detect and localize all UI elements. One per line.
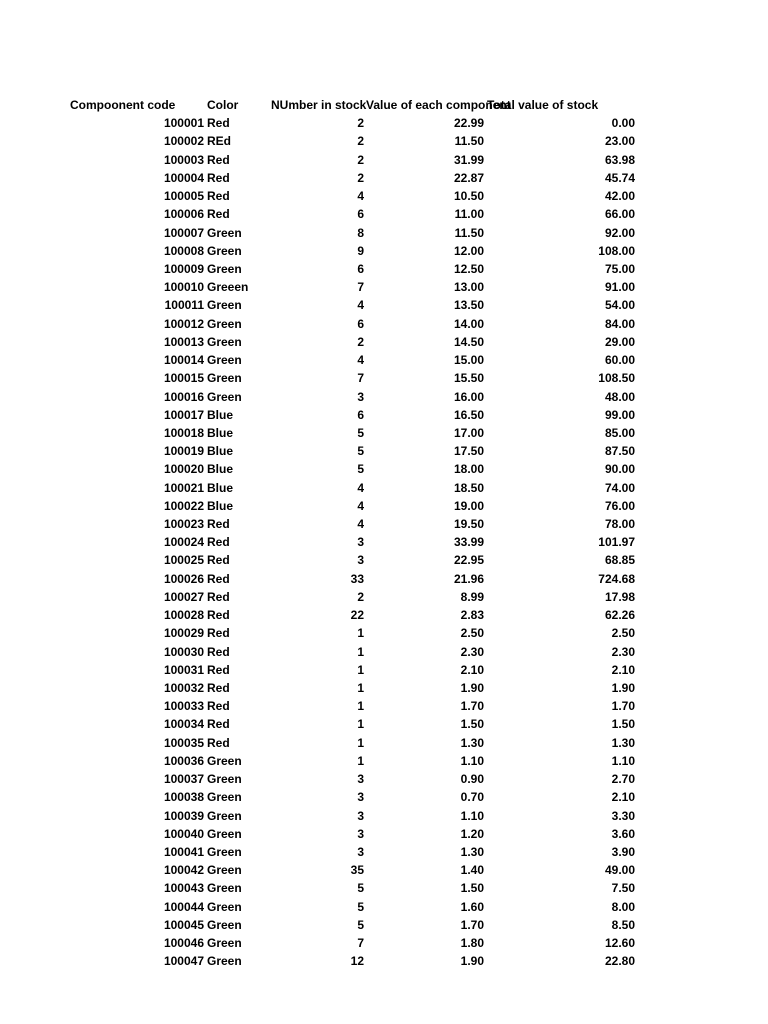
table-row: [0, 752, 768, 770]
table-row: [0, 624, 768, 642]
cell-total-value[interactable]: 7.50: [611, 881, 635, 896]
table-row: [0, 460, 768, 478]
table-row: [0, 132, 768, 150]
header-value-each[interactable]: Value of each component: [366, 98, 511, 112]
cell-total-value[interactable]: 48.00: [604, 389, 635, 404]
table-row: [0, 879, 768, 897]
cell-component-code[interactable]: 100016: [163, 389, 204, 404]
cell-value-each[interactable]: 22.99: [453, 116, 484, 131]
cell-value-each[interactable]: 31.99: [453, 152, 484, 167]
cell-total-value[interactable]: 60.00: [604, 353, 635, 368]
cell-total-value[interactable]: 1.10: [611, 753, 635, 768]
cell-total-value[interactable]: 724.68: [598, 571, 635, 586]
cell-number-in-stock[interactable]: 6: [357, 261, 364, 276]
table-row: [0, 315, 768, 333]
cell-total-value[interactable]: 23.00: [604, 134, 635, 149]
cell-total-value[interactable]: 17.98: [604, 589, 635, 604]
header-color[interactable]: Color: [207, 98, 239, 112]
table-row: [0, 369, 768, 387]
cell-number-in-stock[interactable]: 2: [357, 134, 364, 149]
cell-total-value[interactable]: 87.50: [604, 444, 635, 459]
cell-color[interactable]: Green: [207, 225, 242, 240]
cell-number-in-stock[interactable]: 1: [357, 644, 364, 659]
cell-number-in-stock[interactable]: 1: [357, 717, 364, 732]
cell-number-in-stock[interactable]: 2: [357, 589, 364, 604]
cell-number-in-stock[interactable]: 4: [357, 498, 364, 513]
cell-component-code[interactable]: 100043: [163, 881, 204, 896]
table-row: [0, 224, 768, 242]
cell-value-each[interactable]: 10.50: [453, 189, 484, 204]
table-row: [0, 643, 768, 661]
header-number-in-stock[interactable]: NUmber in stock: [271, 98, 367, 112]
cell-color[interactable]: Green: [207, 954, 242, 969]
cell-component-code[interactable]: 100006: [163, 207, 204, 222]
cell-component-code[interactable]: 100005: [163, 189, 204, 204]
cell-total-value[interactable]: 42.00: [604, 189, 635, 204]
cell-total-value[interactable]: 1.90: [611, 681, 635, 695]
cell-component-code[interactable]: 100024: [163, 535, 204, 550]
cell-total-value[interactable]: 85.00: [604, 425, 635, 440]
table-row: [0, 734, 768, 752]
cell-value-each[interactable]: 15.50: [453, 371, 484, 386]
cell-color[interactable]: Red: [207, 735, 230, 750]
cell-total-value[interactable]: 2.30: [611, 644, 635, 659]
cell-component-code[interactable]: 100019: [163, 444, 204, 459]
cell-number-in-stock[interactable]: 6: [357, 407, 364, 422]
cell-component-code[interactable]: 100011: [164, 298, 204, 313]
cell-color[interactable]: Red: [207, 170, 230, 185]
cell-value-each[interactable]: 15.00: [453, 353, 484, 368]
cell-total-value[interactable]: 91.00: [604, 280, 635, 295]
cell-value-each[interactable]: 0.70: [460, 790, 484, 805]
cell-number-in-stock[interactable]: 1: [357, 753, 364, 768]
cell-value-each[interactable]: 11.50: [454, 225, 484, 240]
cell-color[interactable]: Greeen: [207, 280, 249, 295]
table-row: [0, 260, 768, 278]
table-row: [0, 551, 768, 569]
cell-color[interactable]: Green: [207, 808, 242, 823]
header-component-code[interactable]: Compoonent code: [70, 98, 176, 112]
table-row: [0, 388, 768, 406]
table-row: [0, 807, 768, 825]
cell-color[interactable]: REd: [207, 134, 231, 149]
cell-value-each[interactable]: 13.00: [453, 280, 484, 295]
table-row: [0, 661, 768, 679]
cell-value-each[interactable]: 0.90: [460, 772, 484, 787]
cell-value-each[interactable]: 1.70: [460, 699, 484, 714]
cell-total-value[interactable]: 108.00: [598, 243, 635, 258]
cell-value-each[interactable]: 1.50: [460, 717, 484, 732]
cell-number-in-stock[interactable]: 2: [357, 116, 364, 131]
cell-total-value[interactable]: 12.60: [604, 936, 635, 951]
cell-total-value[interactable]: 2.50: [611, 626, 635, 641]
table-row: [0, 351, 768, 369]
cell-total-value[interactable]: 66.00: [604, 207, 635, 222]
table-row: [0, 187, 768, 205]
header-row: [0, 96, 768, 114]
cell-number-in-stock[interactable]: 7: [357, 936, 364, 951]
cell-color[interactable]: Green: [207, 753, 242, 768]
cell-component-code[interactable]: 100002: [163, 134, 204, 149]
cell-component-code[interactable]: 100003: [163, 152, 204, 167]
cell-component-code[interactable]: 100045: [163, 917, 204, 932]
cell-total-value[interactable]: 1.70: [611, 699, 635, 714]
table-row: [0, 296, 768, 314]
cell-color[interactable]: Green: [207, 936, 242, 951]
cell-color[interactable]: Green: [207, 261, 242, 276]
cell-value-each[interactable]: 14.00: [453, 316, 484, 331]
cell-value-each[interactable]: 1.10: [460, 808, 484, 823]
cell-value-each[interactable]: 2.83: [460, 608, 484, 623]
cell-number-in-stock[interactable]: 8: [357, 225, 364, 240]
cell-color[interactable]: Red: [207, 207, 230, 222]
cell-total-value[interactable]: 22.80: [604, 954, 635, 969]
cell-number-in-stock[interactable]: 4: [357, 517, 364, 532]
cell-number-in-stock[interactable]: 22: [350, 608, 364, 623]
header-total-value[interactable]: Total value of stock: [487, 98, 599, 112]
cell-component-code[interactable]: 100046: [163, 936, 204, 951]
cell-component-code[interactable]: 100040: [163, 826, 204, 841]
cell-component-code[interactable]: 100012: [163, 316, 204, 331]
cell-value-each[interactable]: 13.50: [453, 298, 484, 313]
table-row: [0, 169, 768, 187]
cell-number-in-stock[interactable]: 4: [357, 189, 364, 204]
cell-component-code[interactable]: 100025: [163, 553, 204, 568]
cell-color[interactable]: Red: [207, 116, 230, 131]
table-row: [0, 479, 768, 497]
cell-value-each[interactable]: 1.30: [460, 844, 484, 859]
cell-value-each[interactable]: 2.30: [460, 644, 484, 659]
cell-number-in-stock[interactable]: 5: [357, 881, 364, 896]
cell-number-in-stock[interactable]: 5: [357, 899, 364, 914]
cell-component-code[interactable]: 100009: [163, 261, 204, 276]
cell-total-value[interactable]: 0.00: [611, 116, 635, 131]
cell-value-each[interactable]: 18.50: [453, 480, 484, 495]
cell-number-in-stock[interactable]: 6: [357, 207, 364, 222]
cell-color[interactable]: Red: [207, 717, 230, 732]
cell-color[interactable]: Green: [207, 917, 242, 932]
cell-color[interactable]: Red: [207, 662, 230, 677]
table-row: [0, 934, 768, 952]
cell-component-code[interactable]: 100020: [163, 462, 204, 477]
cell-total-value[interactable]: 92.00: [604, 225, 635, 240]
table-row: [0, 205, 768, 223]
cell-total-value[interactable]: 62.26: [604, 608, 635, 623]
cell-value-each[interactable]: 19.50: [453, 517, 484, 532]
cell-number-in-stock[interactable]: 12: [350, 954, 364, 969]
cell-color[interactable]: Red: [207, 189, 230, 204]
cell-number-in-stock[interactable]: 9: [357, 243, 364, 258]
cell-total-value[interactable]: 29.00: [604, 334, 635, 349]
cell-number-in-stock[interactable]: 3: [357, 826, 364, 841]
cell-number-in-stock[interactable]: 3: [357, 790, 364, 805]
cell-number-in-stock[interactable]: 4: [357, 298, 364, 313]
cell-component-code[interactable]: 100026: [163, 571, 204, 586]
cell-value-each[interactable]: 11.00: [454, 207, 484, 222]
cell-total-value[interactable]: 3.90: [611, 844, 635, 859]
table-row: [0, 916, 768, 934]
cell-number-in-stock[interactable]: 3: [357, 844, 364, 859]
cell-number-in-stock[interactable]: 7: [357, 371, 364, 386]
table-row: [0, 151, 768, 169]
cell-component-code[interactable]: 100028: [163, 608, 204, 623]
cell-value-each[interactable]: 21.96: [453, 571, 484, 586]
cell-number-in-stock[interactable]: 3: [357, 389, 364, 404]
cell-number-in-stock[interactable]: 2: [357, 170, 364, 185]
cell-color[interactable]: Red: [207, 535, 230, 550]
cell-component-code[interactable]: 100010: [163, 280, 204, 295]
cell-total-value[interactable]: 2.10: [611, 662, 635, 677]
cell-value-each[interactable]: 12.50: [453, 261, 484, 276]
cell-component-code[interactable]: 100014: [163, 353, 204, 368]
cell-number-in-stock[interactable]: 3: [357, 808, 364, 823]
cell-color[interactable]: Green: [207, 826, 242, 841]
cell-value-each[interactable]: 2.10: [460, 662, 484, 677]
cell-component-code[interactable]: 100032: [163, 681, 204, 695]
cell-color[interactable]: Red: [207, 681, 230, 695]
table-row: [0, 278, 768, 296]
cell-color[interactable]: Blue: [207, 407, 234, 422]
cell-number-in-stock[interactable]: 7: [357, 280, 364, 295]
cell-number-in-stock[interactable]: 5: [357, 462, 364, 477]
cell-number-in-stock[interactable]: 33: [350, 571, 364, 586]
cell-number-in-stock[interactable]: 35: [350, 863, 364, 878]
cell-number-in-stock[interactable]: 1: [357, 735, 364, 750]
cell-color[interactable]: Green: [207, 881, 242, 896]
cell-component-code[interactable]: 100038: [163, 790, 204, 805]
cell-component-code[interactable]: 100034: [163, 717, 204, 732]
table-row: [0, 114, 768, 132]
cell-component-code[interactable]: 100042: [163, 863, 204, 878]
cell-color[interactable]: Red: [207, 644, 230, 659]
cell-total-value[interactable]: 1.30: [611, 735, 635, 750]
table-row: [0, 533, 768, 551]
cell-total-value[interactable]: 8.00: [611, 899, 635, 914]
cell-total-value[interactable]: 76.00: [604, 498, 635, 513]
cell-value-each[interactable]: 1.60: [460, 899, 484, 914]
cell-component-code[interactable]: 100039: [163, 808, 204, 823]
cell-value-each[interactable]: 1.80: [460, 936, 484, 951]
cell-number-in-stock[interactable]: 3: [357, 553, 364, 568]
cell-total-value[interactable]: 3.60: [611, 826, 635, 841]
cell-color[interactable]: Blue: [207, 480, 234, 495]
cell-color[interactable]: Red: [207, 152, 230, 167]
cell-total-value[interactable]: 54.00: [604, 298, 635, 313]
cell-color[interactable]: Red: [207, 517, 230, 532]
cell-number-in-stock[interactable]: 1: [357, 626, 364, 641]
cell-color[interactable]: Red: [207, 589, 230, 604]
stock-sheet: [0, 96, 768, 971]
cell-value-each[interactable]: 22.95: [453, 553, 484, 568]
table-row: [0, 952, 768, 970]
cell-value-each[interactable]: 16.50: [453, 407, 484, 422]
table-row: [0, 606, 768, 624]
table-row: [0, 570, 768, 588]
cell-color[interactable]: Red: [207, 553, 230, 568]
cell-component-code[interactable]: 100007: [163, 225, 204, 240]
cell-total-value[interactable]: 2.10: [611, 790, 635, 805]
cell-component-code[interactable]: 100029: [163, 626, 204, 641]
cell-component-code[interactable]: 100027: [163, 589, 204, 604]
cell-value-each[interactable]: 22.87: [453, 170, 484, 185]
table-row: [0, 333, 768, 351]
table-row: [0, 242, 768, 260]
cell-component-code[interactable]: 100021: [163, 480, 204, 495]
cell-component-code[interactable]: 100004: [163, 170, 204, 185]
cell-component-code[interactable]: 100036: [163, 753, 204, 768]
cell-component-code[interactable]: 100047: [163, 954, 204, 969]
cell-number-in-stock[interactable]: 3: [357, 772, 364, 787]
cell-color[interactable]: Green: [207, 371, 242, 386]
cell-component-code[interactable]: 100022: [163, 498, 204, 513]
table-body: [0, 114, 768, 970]
table-row: [0, 788, 768, 806]
cell-total-value[interactable]: 78.00: [604, 517, 635, 532]
cell-number-in-stock[interactable]: 3: [357, 535, 364, 550]
cell-color[interactable]: Red: [207, 699, 230, 714]
cell-component-code[interactable]: 100023: [163, 517, 204, 532]
cell-color[interactable]: Green: [207, 316, 242, 331]
table-row: [0, 770, 768, 788]
cell-total-value[interactable]: 3.30: [611, 808, 635, 823]
cell-color[interactable]: Red: [207, 608, 230, 623]
cell-number-in-stock[interactable]: 5: [357, 425, 364, 440]
cell-component-code[interactable]: 100037: [163, 772, 204, 787]
table-row: [0, 861, 768, 879]
cell-value-each[interactable]: 11.50: [454, 134, 484, 149]
cell-total-value[interactable]: 74.00: [604, 480, 635, 495]
cell-color[interactable]: Green: [207, 844, 242, 859]
cell-component-code[interactable]: 100030: [163, 644, 204, 659]
cell-value-each[interactable]: 1.20: [460, 826, 484, 841]
cell-value-each[interactable]: 14.50: [453, 334, 484, 349]
cell-total-value[interactable]: 108.50: [598, 371, 635, 386]
cell-color[interactable]: Green: [207, 790, 242, 805]
cell-color[interactable]: Red: [207, 626, 230, 641]
cell-number-in-stock[interactable]: 2: [357, 334, 364, 349]
cell-total-value[interactable]: 45.74: [604, 170, 635, 185]
table-row: [0, 843, 768, 861]
table-row: [0, 442, 768, 460]
cell-value-each[interactable]: 1.90: [460, 954, 484, 969]
cell-number-in-stock[interactable]: 6: [357, 316, 364, 331]
table-row: [0, 406, 768, 424]
cell-color[interactable]: Green: [207, 298, 242, 313]
cell-component-code[interactable]: 100041: [163, 844, 204, 859]
cell-color[interactable]: Red: [207, 571, 230, 586]
cell-total-value[interactable]: 49.00: [604, 863, 635, 878]
cell-value-each[interactable]: 1.70: [460, 917, 484, 932]
table-row: [0, 497, 768, 515]
cell-number-in-stock[interactable]: 2: [357, 152, 364, 167]
cell-total-value[interactable]: 90.00: [604, 462, 635, 477]
cell-color[interactable]: Blue: [207, 498, 234, 513]
cell-total-value[interactable]: 1.50: [611, 717, 635, 732]
cell-component-code[interactable]: 100033: [163, 699, 204, 714]
cell-component-code[interactable]: 100017: [163, 407, 204, 422]
cell-color[interactable]: Green: [207, 353, 242, 368]
cell-color[interactable]: Green: [207, 389, 242, 404]
cell-color[interactable]: Green: [207, 863, 242, 878]
table-row: [0, 825, 768, 843]
table-row: [0, 588, 768, 606]
cell-component-code[interactable]: 100044: [163, 899, 204, 914]
cell-color[interactable]: Green: [207, 899, 242, 914]
cell-total-value[interactable]: 8.50: [611, 917, 635, 932]
cell-value-each[interactable]: 1.40: [460, 863, 484, 878]
cell-value-each[interactable]: 1.90: [460, 681, 484, 695]
cell-total-value[interactable]: 2.70: [611, 772, 635, 787]
cell-component-code[interactable]: 100015: [163, 371, 204, 386]
cell-component-code[interactable]: 100001: [163, 116, 204, 131]
cell-component-code[interactable]: 100008: [163, 243, 204, 258]
cell-color[interactable]: Green: [207, 334, 242, 349]
cell-total-value[interactable]: 68.85: [604, 553, 635, 568]
cell-color[interactable]: Green: [207, 772, 242, 787]
cell-color[interactable]: Green: [207, 243, 242, 258]
table-row: [0, 715, 768, 733]
cell-color[interactable]: Blue: [207, 462, 234, 477]
cell-value-each[interactable]: 2.50: [460, 626, 484, 641]
cell-total-value[interactable]: 101.97: [598, 535, 635, 550]
cell-component-code[interactable]: 100031: [163, 662, 204, 677]
cell-number-in-stock[interactable]: 4: [357, 353, 364, 368]
cell-value-each[interactable]: 19.00: [453, 498, 484, 513]
cell-total-value[interactable]: 75.00: [604, 261, 635, 276]
cell-number-in-stock[interactable]: 4: [357, 480, 364, 495]
cell-value-each[interactable]: 17.00: [453, 425, 484, 440]
cell-component-code[interactable]: 100035: [163, 735, 204, 750]
cell-number-in-stock[interactable]: 5: [357, 444, 364, 459]
cell-total-value[interactable]: 99.00: [604, 407, 635, 422]
cell-number-in-stock[interactable]: 5: [357, 917, 364, 932]
cell-total-value[interactable]: 63.98: [604, 152, 635, 167]
table-row: [0, 515, 768, 533]
table-row: [0, 679, 768, 697]
cell-value-each[interactable]: 1.30: [460, 735, 484, 750]
cell-color[interactable]: Blue: [207, 425, 234, 440]
cell-number-in-stock[interactable]: 1: [357, 681, 364, 695]
cell-value-each[interactable]: 12.00: [453, 243, 484, 258]
cell-value-each[interactable]: 1.10: [460, 753, 484, 768]
cell-value-each[interactable]: 16.00: [453, 389, 484, 404]
cell-value-each[interactable]: 33.99: [453, 535, 484, 550]
cell-value-each[interactable]: 1.50: [460, 881, 484, 896]
table-row: [0, 898, 768, 916]
cell-value-each[interactable]: 18.00: [453, 462, 484, 477]
cell-component-code[interactable]: 100013: [163, 334, 204, 349]
cell-value-each[interactable]: 17.50: [453, 444, 484, 459]
cell-value-each[interactable]: 8.99: [460, 589, 484, 604]
cell-number-in-stock[interactable]: 1: [357, 662, 364, 677]
cell-number-in-stock[interactable]: 1: [357, 699, 364, 714]
cell-color[interactable]: Blue: [207, 444, 234, 459]
cell-total-value[interactable]: 84.00: [604, 316, 635, 331]
table-row: [0, 697, 768, 715]
table-row: [0, 424, 768, 442]
cell-component-code[interactable]: 100018: [163, 425, 204, 440]
